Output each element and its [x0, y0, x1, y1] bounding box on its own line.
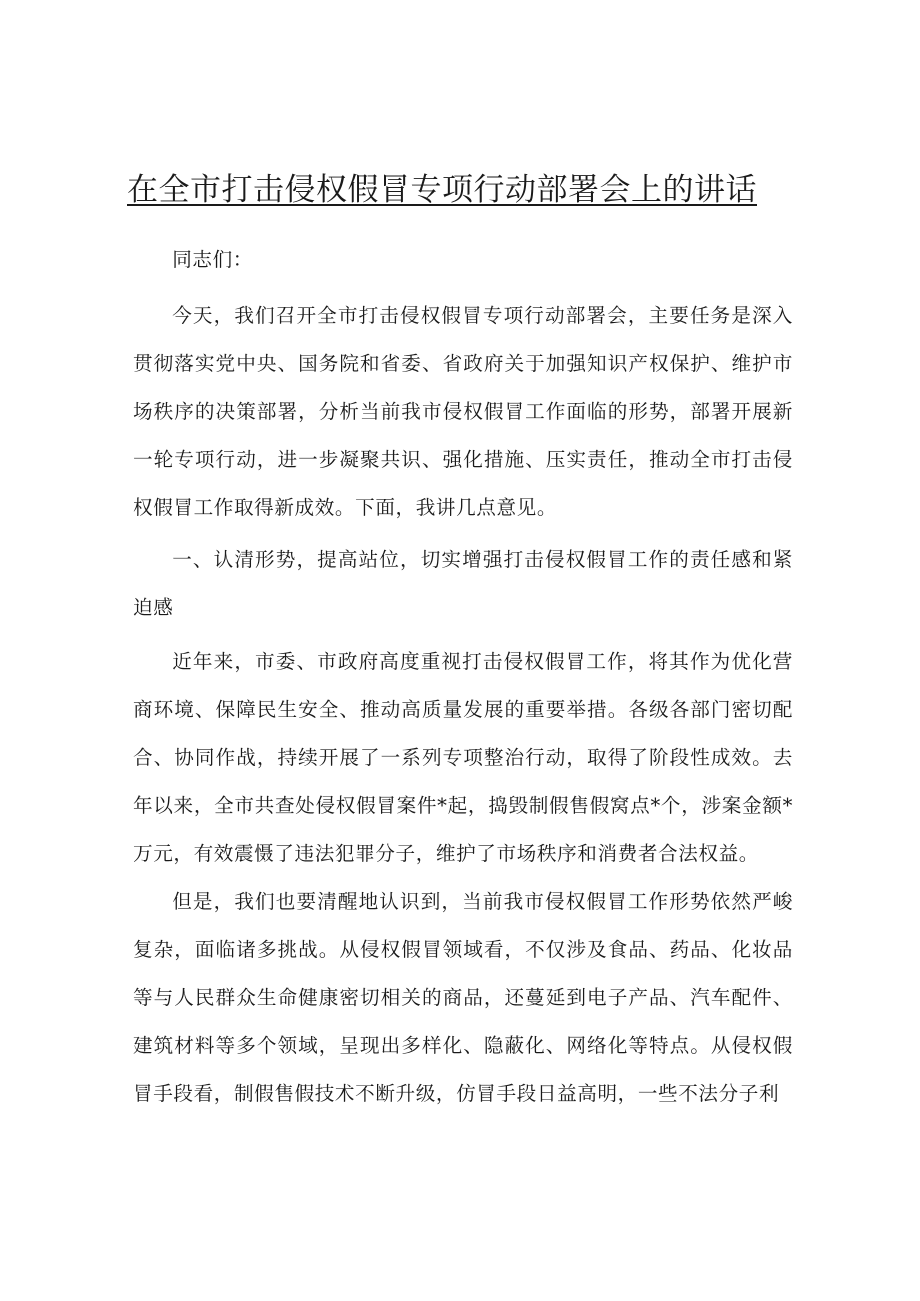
paragraph-block-1: [133, 292, 793, 532]
document-title-text: 在全市打击侵权假冒专项行动部署会上的讲话: [127, 172, 757, 208]
paragraph-opening: 今天，我们召开全市打击侵权假冒专项行动部署会，主要任务是深入贯彻落实党中央、国务院和省委、省政府关于加强知识产权保护、维护市场秩序的决策部署，分析当前我市侵权假冒工作面临的形势，部署开展新一轮专项行动，进一步凝聚共识、强化措施、压实责任，推动全市打击侵权假冒工作取得新成效。下面，我讲几点意见。: [133, 304, 793, 519]
paragraph-challenges: 但是，我们也要清醒地认识到，当前我市侵权假冒工作形势依然严峻复杂，面临诸多挑战。从侵权假冒领域看，不仅涉及食品、药品、化妆品等与人民群众生命健康密切相关的商品，还蔓延到电子产品、汽车配件、建筑材料等多个领域，呈现出多样化、隐蔽化、网络化等特点。从侵权假冒手段看，制假售假技术不断升级，仿冒手段日益高明，一些不法分子利: [133, 890, 793, 1105]
paragraph-achievements: 近年来，市委、市政府高度重视打击侵权假冒工作，将其作为优化营商环境、保障民生安全、推动高质量发展的重要举措。各级各部门密切配合、协同作战，持续开展了一系列专项整治行动，取得了阶段性成效。去年以来，全市共查处侵权假冒案件*起，捣毁制假售假窝点*个，涉案金额*万元，有效震慑了违法犯罪分子，维护了市场秩序和消费者合法权益。: [133, 650, 793, 865]
paragraph-block-3: [133, 878, 793, 1118]
section-heading-1: 一、认清形势，提高站位，切实增强打击侵权假冒工作的责任感和紧迫感: [133, 548, 793, 619]
salutation-block: [133, 236, 793, 284]
paragraph-block-2: [133, 638, 793, 878]
section-heading-block: [133, 536, 793, 632]
document-title: [0, 170, 884, 210]
salutation: 同志们：: [172, 248, 253, 271]
